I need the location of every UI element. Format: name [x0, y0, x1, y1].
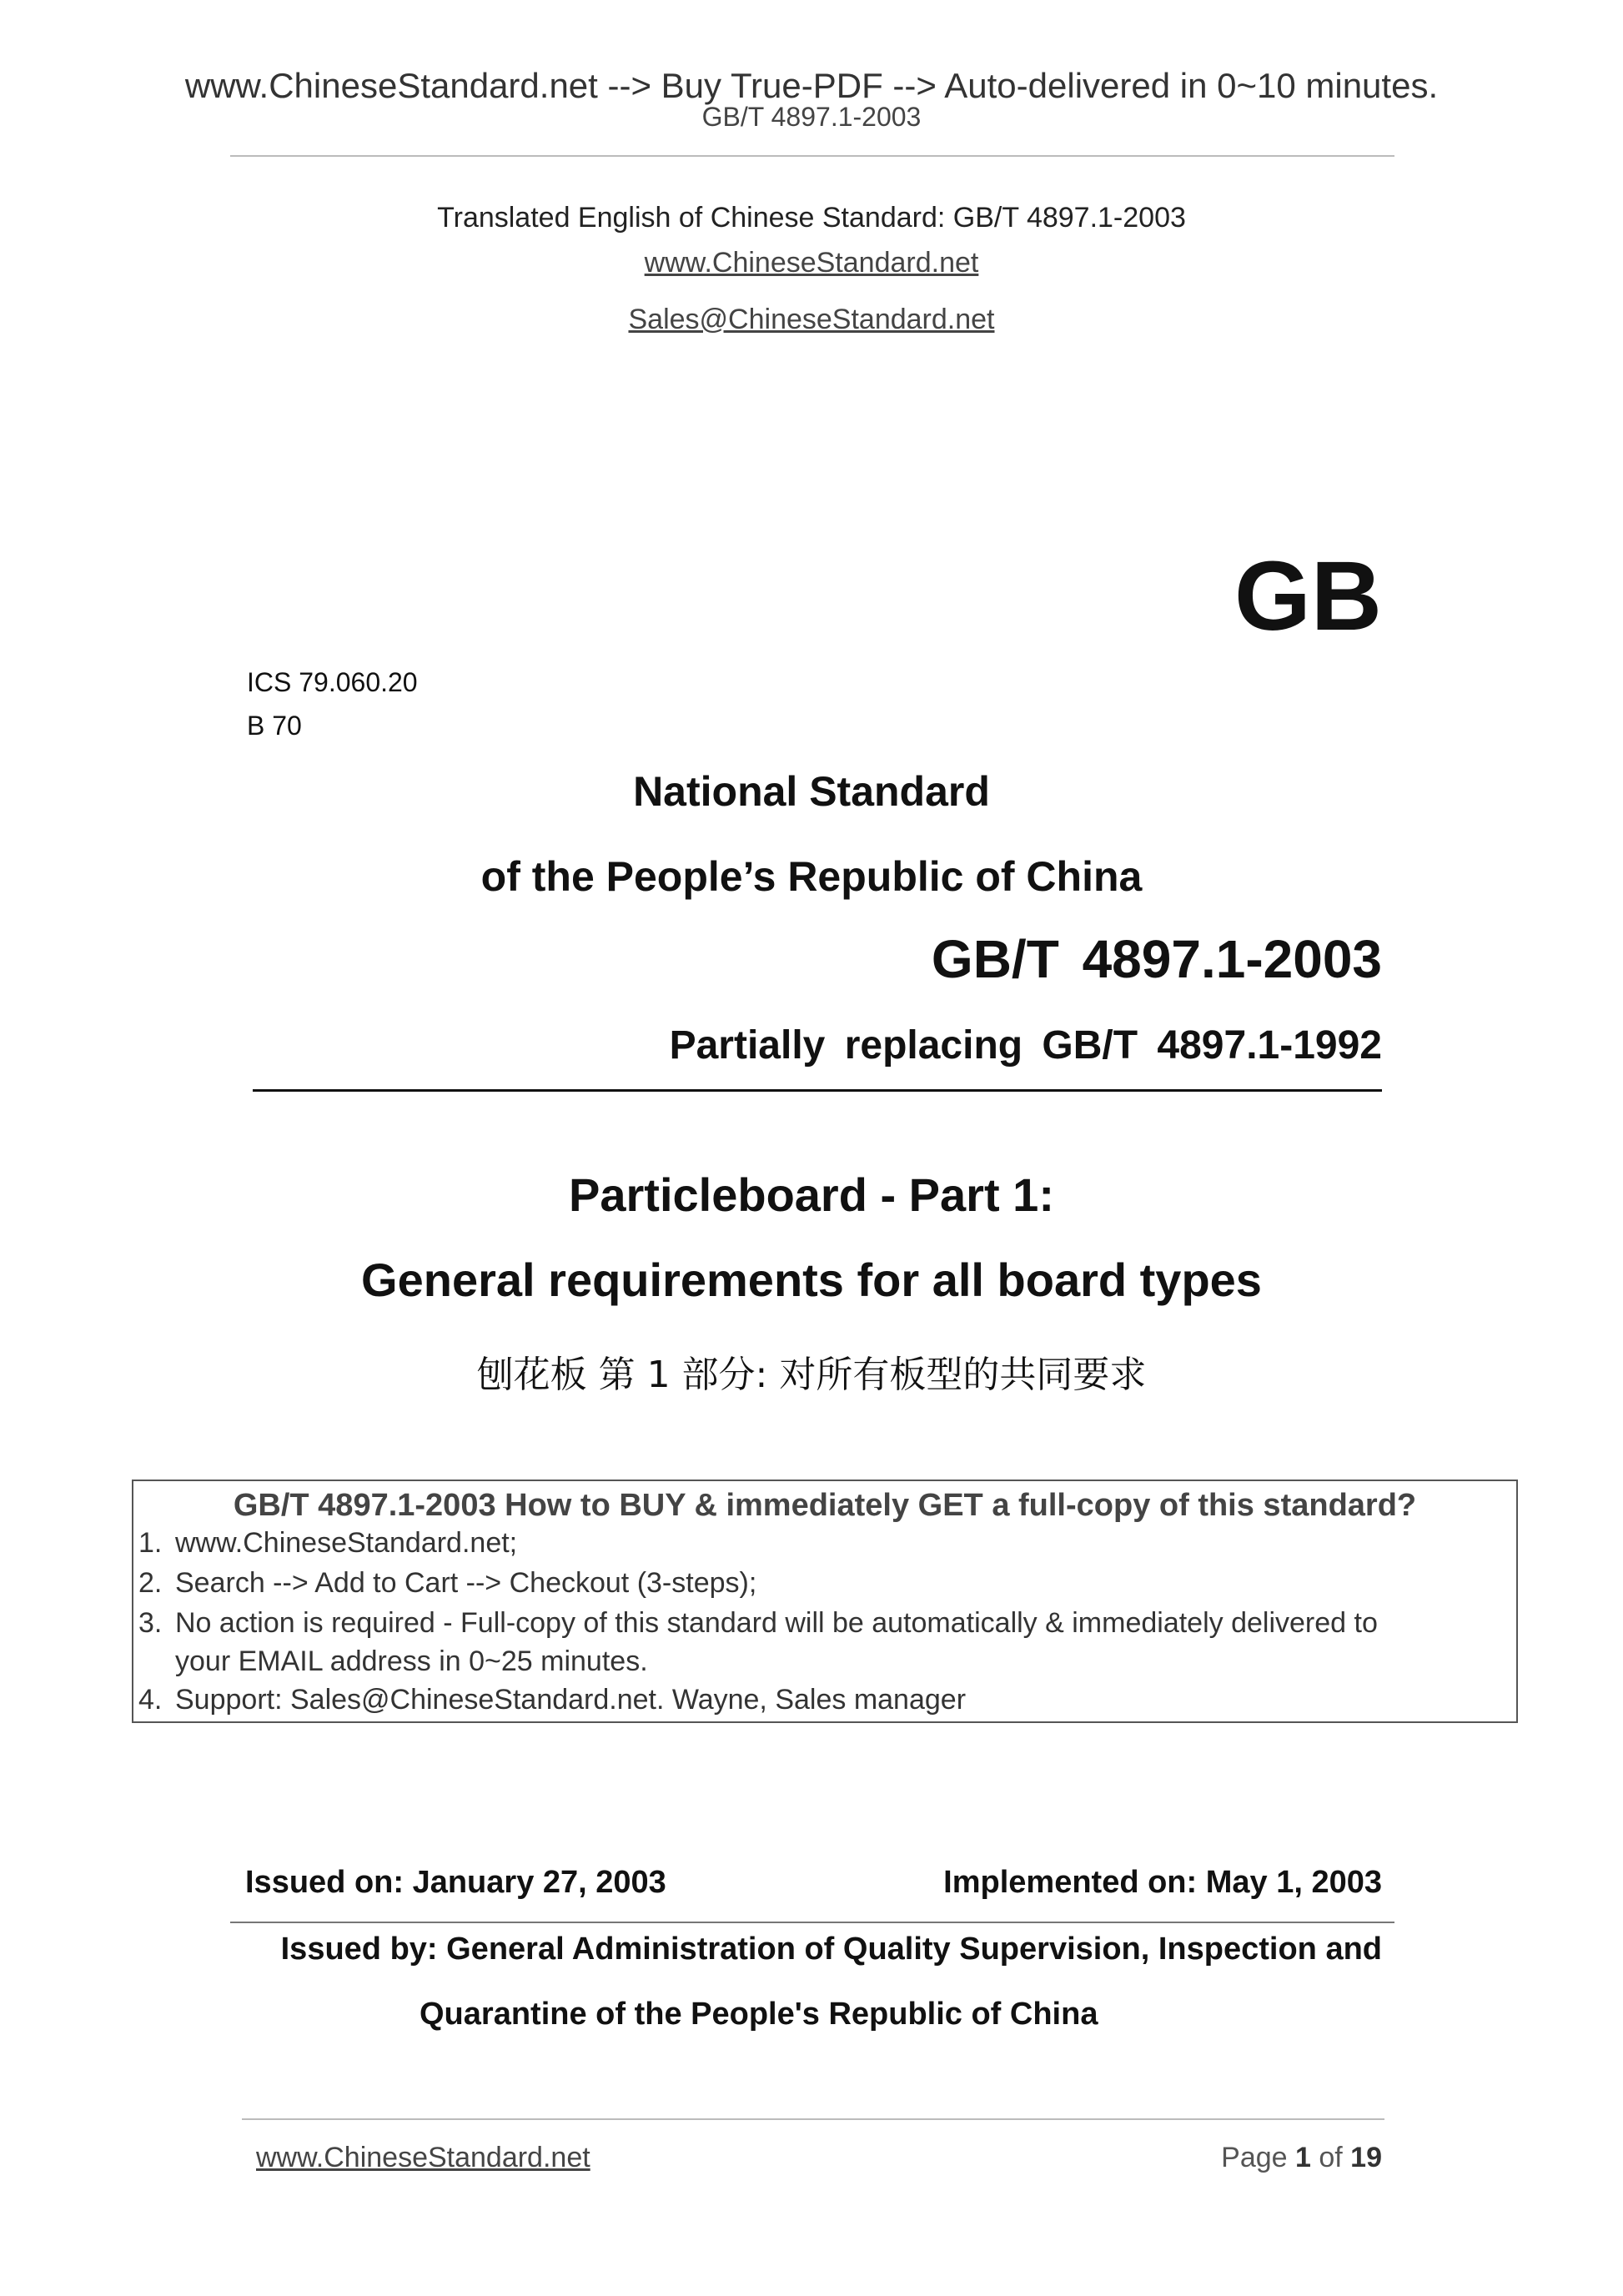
- issue-divider: [230, 1922, 1394, 1923]
- step-text: your EMAIL address in 0~25 minutes.: [175, 1645, 648, 1677]
- national-standard-line2: of the People’s Republic of China: [480, 853, 1143, 900]
- issued-on-date: Issued on: January 27, 2003: [245, 1865, 666, 1900]
- gb-mark: GB: [1234, 541, 1382, 651]
- issued-by-line1: Issued by: General Administration of Quality Supervision, Inspection and: [280, 1932, 1382, 1967]
- national-standard-line1: National Standard: [633, 768, 990, 815]
- document-title-line1: Particleboard - Part 1:: [569, 1168, 1054, 1221]
- issued-by-line2: Quarantine of the People's Republic of China: [420, 1997, 1098, 2032]
- step-number: 1.: [138, 1527, 163, 1559]
- website-link[interactable]: www.ChineseStandard.net: [644, 247, 979, 279]
- purchase-info-box: [132, 1480, 1518, 1723]
- page-total: 19: [1350, 2142, 1382, 2173]
- header-divider: [230, 155, 1394, 157]
- ics-code: ICS 79.060.20: [247, 667, 418, 697]
- standard-code: GB/T 4897.1-2003: [931, 929, 1382, 989]
- translation-title: Translated English of Chinese Standard: GB/T 4897.1-2003: [437, 202, 1186, 234]
- header-banner: www.ChineseStandard.net --> Buy True-PDF --> Auto-delivered in 0~10 minutes.: [184, 66, 1439, 105]
- step-text: Support: Sales@ChineseStandard.net. Wayne, Sales manager: [175, 1684, 967, 1716]
- email-link[interactable]: Sales@ChineseStandard.net: [628, 304, 995, 335]
- step-text: No action is required - Full-copy of this standard will be automatically & immediately delivered to: [175, 1607, 1378, 1639]
- purchase-step: [138, 1681, 966, 1718]
- step-number: 2.: [138, 1567, 163, 1599]
- page-number: [1221, 2142, 1382, 2174]
- document-title-chinese: 刨花板 第 1 部分: 对所有板型的共同要求: [476, 1354, 1147, 1396]
- ccs-code: B 70: [247, 711, 302, 741]
- implemented-on-date: Implemented on: May 1, 2003: [943, 1865, 1382, 1900]
- purchase-step: [138, 1525, 517, 1561]
- page-prefix: Page: [1221, 2142, 1295, 2173]
- header-doc-code: GB/T 4897.1-2003: [701, 102, 922, 132]
- document-title-line2: General requirements for all board types: [361, 1254, 1262, 1306]
- purchase-heading: GB/T 4897.1-2003 How to BUY & immediately GET a full-copy of this standard?: [233, 1488, 1417, 1523]
- page-mid: of: [1310, 2142, 1351, 2173]
- page-current: 1: [1295, 2142, 1311, 2173]
- purchase-step: [138, 1565, 756, 1601]
- replacing-note: Partially replacing GB/T 4897.1-1992: [669, 1023, 1382, 1068]
- footer-website-link[interactable]: www.ChineseStandard.net: [256, 2142, 590, 2173]
- step-text: Search --> Add to Cart --> Checkout (3-steps);: [175, 1567, 757, 1599]
- step-number: 3.: [138, 1607, 163, 1639]
- cover-divider: [253, 1089, 1382, 1092]
- step-text: www.ChineseStandard.net;: [175, 1527, 518, 1559]
- purchase-step: [138, 1605, 1378, 1641]
- step-number: 4.: [138, 1684, 163, 1716]
- purchase-step-continuation: [175, 1643, 648, 1680]
- footer-divider: [242, 2118, 1384, 2120]
